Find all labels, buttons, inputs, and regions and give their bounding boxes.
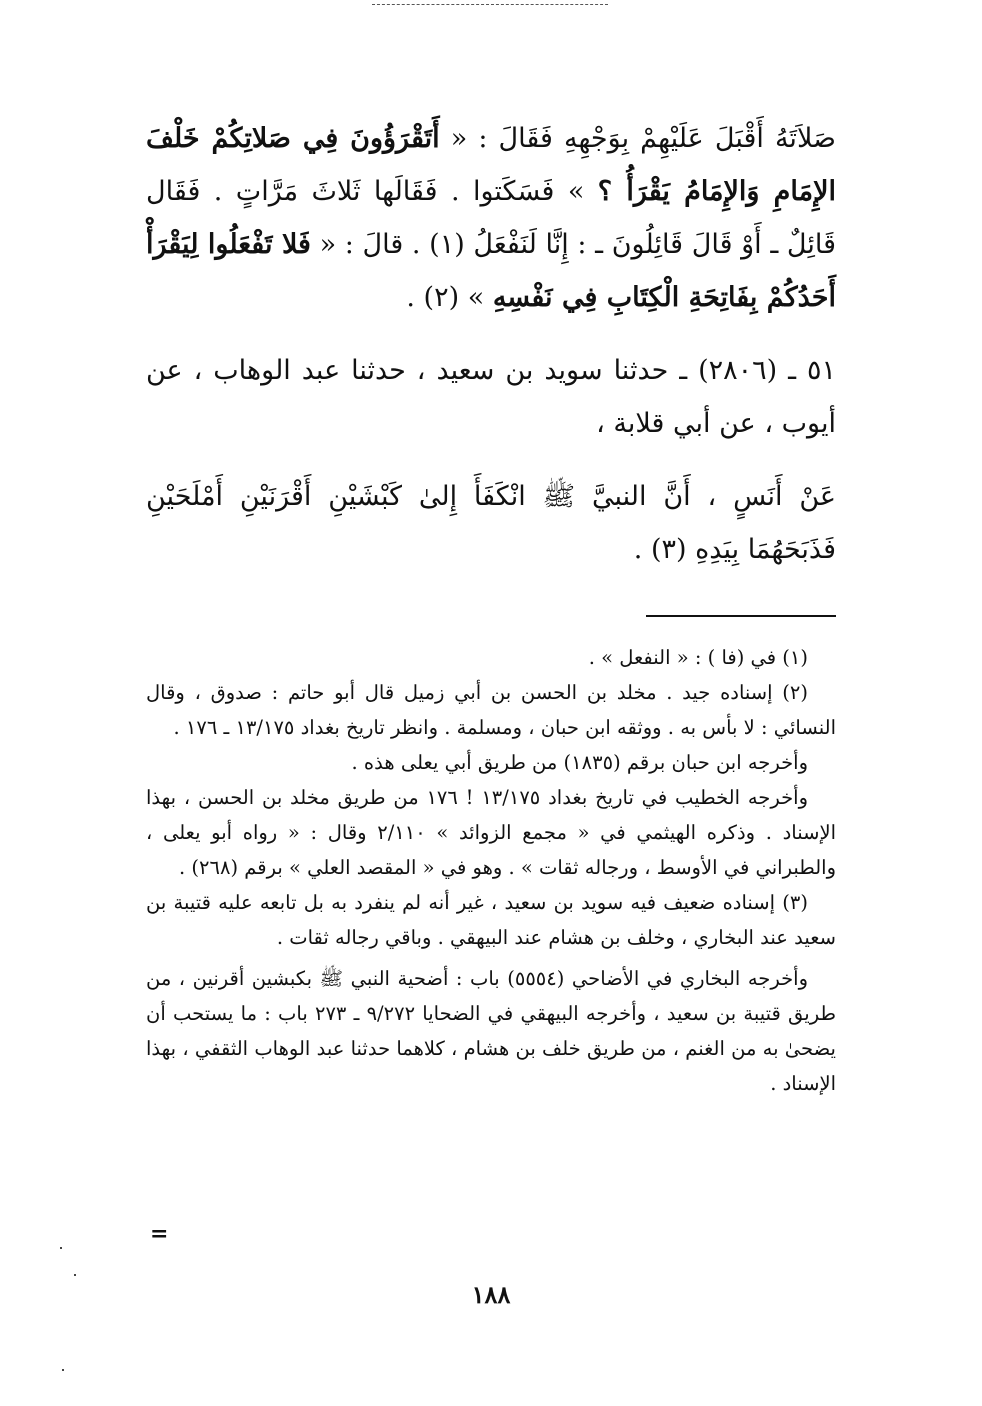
plain-text-2: » فَسَكَتوا . فَقَالَها ثَلاثَ مَرَّاتٍ . فَقَال قَائِلٌ ـ أَوْ قَالَ قَائِلُونَ ـ : إِنَّا لَنَفْعَلُ (١) . قالَ : « [146, 176, 836, 260]
header-rule [372, 4, 608, 5]
plain-text-1: صَلاَتَهُ أَقْبَلَ عَلَيْهِمْ بِوَجْهِهِ فَقَالَ : « [439, 123, 836, 154]
footnote-2-paragraph-1: (٢) إسناده جيد . مخلد بن الحسن بن أبي زميل قال أبو حاتم : صدوق ، وقال النسائي : لا بأس به . ووثقه ابن حبان ، ومسلمة . وانظر تاريخ بغداد ١٣/١٧٥ ـ ١٧٦ . [146, 681, 836, 739]
continuation-mark: = [150, 1221, 169, 1247]
footnote-2-paragraph-2: وأخرجه ابن حبان برقم (١٨٣٥) من طريق أبي يعلى هذه . [351, 751, 808, 774]
hadith-51-matn: عَنْ أَنَسٍ ، أَنَّ النبيَّ ﷺ انْكَفَأَ إِلىٰ كَبْشَيْنِ أَقْرَنَيْنِ أَمْلَحَيْنِ فَذَبَحَهُمَا بِيَدِهِ (٣) . [146, 481, 836, 565]
footnote-2-paragraph-3: وأخرجه الخطيب في تاريخ بغداد ١٣/١٧٥ ! ١٧٦ من طريق مخلد بن الحسن ، بهذا الإسناد . وذكره الهيثمي في « مجمع الزوائد » ٢/١١٠ وقال : « رواه أبو يعلى ، والطبراني في الأوسط ، ورجاله ثقات » . وهو في « المقصد العلي » برقم (٢٦٨) . [146, 786, 836, 879]
plain-text-3: » (٢) . [406, 282, 493, 313]
main-text [146, 112, 836, 576]
footnote-3-paragraph-1: (٣) إسناده ضعيف فيه سويد بن سعيد ، غير أنه لم ينفرد به بل تابعه عليه قتيبة بن سعيد عند البخاري ، وخلف بن هشام عند البيهقي . وباقي رجاله ثقات . [146, 891, 836, 949]
prophet-speech-2: فَلا تَفْعَلُوا لِيَقْرَأْ أَحَدُكُمْ بِفَاتِحَةِ الْكِتَابِ فِي نَفْسِهِ [146, 229, 836, 313]
hadith-continuation-paragraph [146, 112, 836, 324]
prophet-speech-1: أَتَقْرَؤُونَ فِي صَلاتِكُمْ خَلْفَ الإِمَامِ وَالإِمَامُ يَقْرَأُ ؟ [146, 123, 836, 207]
footnote-3-paragraph-2: وأخرجه البخاري في الأضاحي (٥٥٥٤) باب : أضحية النبي ﷺ بكبشين أقرنين ، من طريق قتيبة بن سعيد ، وأخرجه البيهقي في الضحايا ٩/٢٧٢ ـ ٢٧٣ باب : ما يستحب أن يضحىٰ به من الغنم ، من طريق خلف بن هشام ، كلاهما حدثنا عبد الوهاب الثقفي ، بهذا الإسناد . [146, 967, 837, 1095]
scan-speck [60, 1247, 62, 1249]
footnote-separator [646, 615, 836, 617]
scan-speck [74, 1274, 76, 1276]
footnote-1: (١) في (فا ) : « النفعل » . [588, 646, 808, 669]
scan-speck [62, 1369, 64, 1371]
page-number: ١٨٨ [471, 1280, 511, 1309]
hadith-51-isnad: ٥١ ـ (٢٨٠٦) ـ حدثنا سويد بن سعيد ، حدثنا عبد الوهاب ، عن أيوب ، عن أبي قلابة ، [146, 355, 837, 439]
footnotes [146, 640, 836, 1101]
